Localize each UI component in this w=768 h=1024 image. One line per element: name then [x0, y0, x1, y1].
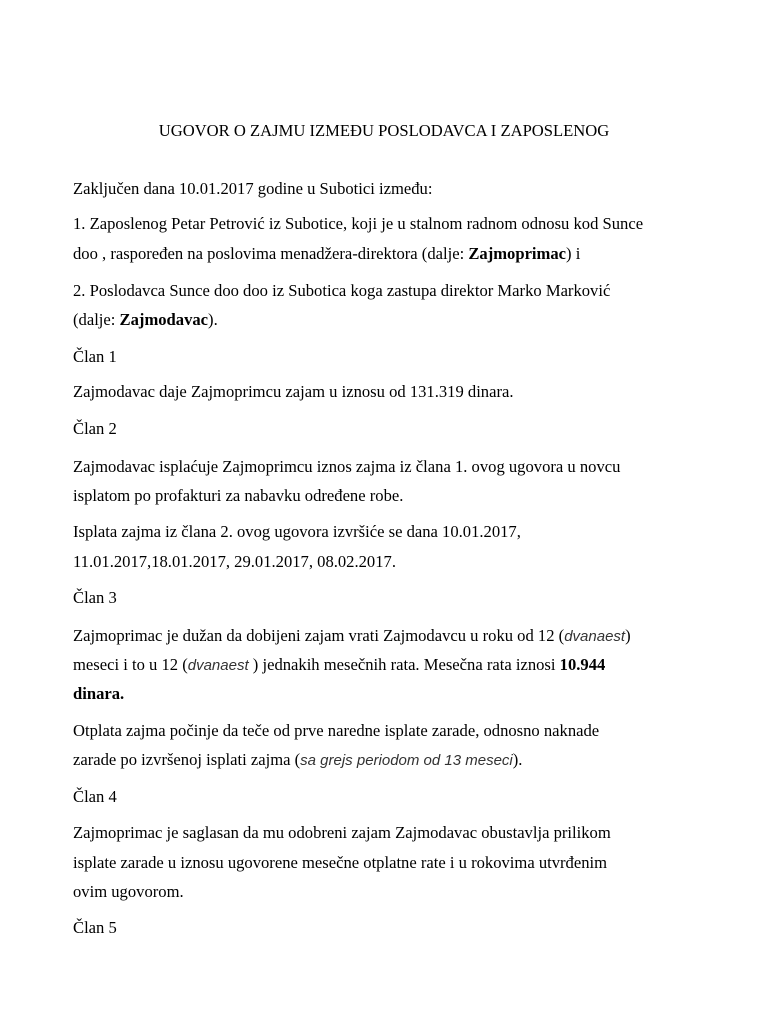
clan4-line3: ovim ugovorom.: [73, 882, 184, 901]
clan3-text: ) jednakih mesečnih rata. Mesečna rata iznosi: [248, 655, 560, 674]
clan3-p1-line3: [73, 679, 733, 709]
party2-text: (dalje:: [73, 310, 120, 329]
clan4-heading: Član 4: [73, 787, 117, 806]
party2-suffix: ).: [208, 310, 218, 329]
clan4-line1: Zajmoprimac je saglasan da mu odobreni zajam Zajmodavac obustavlja prilikom: [73, 823, 611, 842]
party1-role: Zajmoprimac: [468, 244, 567, 263]
clan3-rate-amount: 10.944: [559, 655, 606, 674]
clan2-p2-line2: 11.01.2017,18.01.2017, 29.01.2017, 08.02.2017.: [73, 552, 396, 571]
clan3-text: Zajmoprimac je dužan da dobijeni zajam vrati Zajmodavcu u roku od 12 (: [73, 626, 565, 645]
party2-line2: [73, 305, 733, 335]
party2-role: Zajmodavac: [119, 310, 209, 329]
clan5-heading: Član 5: [73, 918, 117, 937]
clan2-p1-line1: Zajmodavac isplaćuje Zajmoprimcu iznos zajma iz člana 1. ovog ugovora u novcu: [73, 457, 621, 476]
clan3-italic-word: dvanaest: [187, 657, 249, 674]
party2-line1: 2. Poslodavca Sunce doo doo iz Subotica koga zastupa direktor Marko Marković: [73, 281, 611, 300]
clan3-rate-unit: dinara.: [73, 684, 125, 703]
clan3-p2-line1: Otplata zajma počinje da teče od prve naredne isplate zarade, odnosno naknade: [73, 721, 600, 740]
party1-line1: 1. Zaposlenog Petar Petrović iz Subotice, koji je u stalnom radnom odnosu kod Sunce: [73, 214, 644, 233]
intro-line: Zaključen dana 10.01.2017 godine u Subotici između:: [73, 179, 433, 198]
party1-text: doo , raspoređen na poslovima menadžera-direktora (dalje:: [73, 244, 469, 263]
party1-suffix: ) i: [566, 244, 581, 263]
clan3-p1-line2: [73, 650, 733, 681]
clan3-p2-line2: [73, 745, 733, 776]
clan3-heading: Član 3: [73, 588, 117, 607]
document-title: UGOVOR O ZAJMU IZMEĐU POSLODAVCA I ZAPOSLENOG: [158, 121, 610, 140]
clan2-p2-line1: Isplata zajma iz člana 2. ovog ugovora izvršiće se dana 10.01.2017,: [73, 522, 521, 541]
clan1-text: Zajmodavac daje Zajmoprimcu zajam u iznosu od 131.319 dinara.: [73, 382, 514, 401]
clan3-grace-period: sa grejs periodom od 13 meseci: [300, 752, 513, 769]
clan3-p1-line1: [73, 621, 733, 652]
clan2-p1-line2: isplatom po profakturi za nabavku određene robe.: [73, 486, 404, 505]
clan1-heading: Član 1: [73, 347, 117, 366]
clan3-text: meseci i to u 12 (: [73, 655, 188, 674]
clan3-italic-word: dvanaest: [564, 628, 626, 645]
clan3-text: zarade po izvršenoj isplati zajma (: [73, 750, 301, 769]
clan4-line2: isplate zarade u iznosu ugovorene mesečne otplatne rate i u rokovima utvrđenim: [73, 853, 608, 872]
clan2-heading: Član 2: [73, 419, 117, 438]
clan3-paren: ).: [512, 750, 523, 769]
party1-line2: [73, 239, 733, 269]
clan3-paren: ): [625, 626, 631, 645]
